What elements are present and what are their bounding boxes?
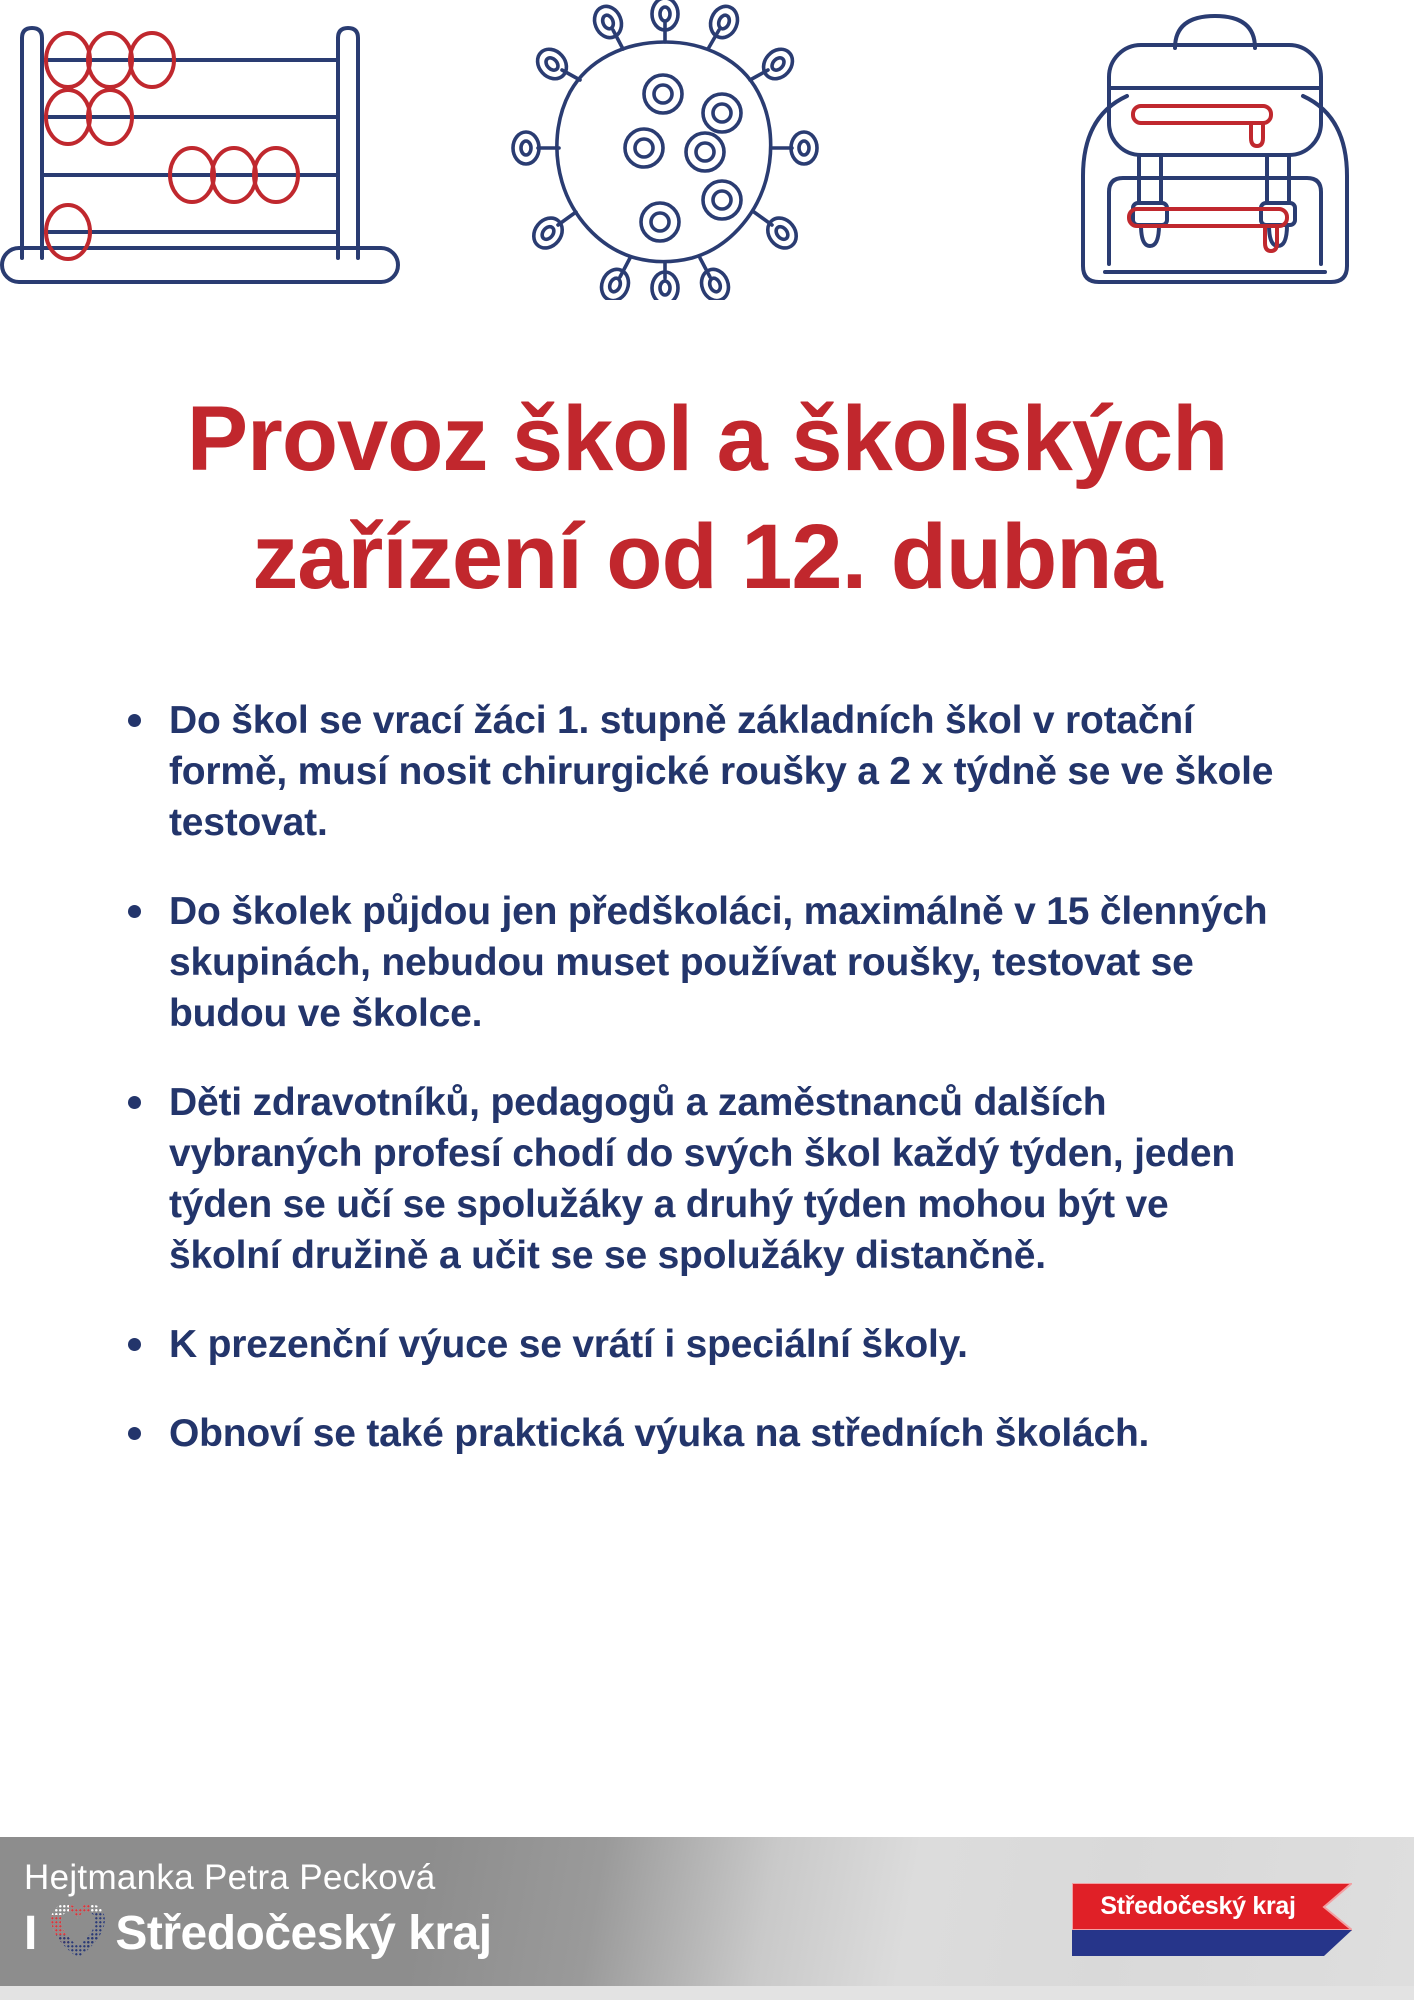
icon-row (0, 0, 1414, 300)
bullet-dot-icon (128, 1427, 141, 1440)
footer-branding (24, 1857, 492, 1966)
title-line-1: Provoz škol a školských (186, 388, 1228, 490)
footer-kicker: Hejtmanka Petra Pecková (24, 1858, 436, 1897)
bullet-list (128, 695, 1288, 1497)
badge-label: Středočeský kraj (1100, 1892, 1296, 1920)
title-line-2: zařízení od 12. dubna (252, 506, 1162, 608)
backpack-icon (1065, 0, 1365, 290)
bullet-text: Obnoví se také praktická výuka na středních školách. (169, 1412, 1150, 1455)
bullet-dot-icon (128, 1338, 141, 1351)
bullet-dot-icon (128, 905, 141, 918)
footer-brand-name: Středočeský kraj (115, 1906, 492, 1960)
bullet-text: Do škol se vrací žáci 1. stupně základních škol v rotační formě, musí nosit chirurgické roušky a 2 x týdně se ve škole testovat. (169, 699, 1274, 844)
page-title (0, 380, 1414, 616)
stredocesky-kraj-logo (1072, 1883, 1352, 1957)
list-item (128, 1319, 1288, 1370)
list-item (128, 1077, 1288, 1281)
list-item (128, 1408, 1288, 1459)
list-item (128, 886, 1288, 1039)
footer-brand-row (24, 1901, 492, 1966)
footer-i-letter: I (24, 1906, 38, 1960)
virus-icon (500, 0, 830, 300)
list-item (128, 695, 1288, 848)
bullet-text: K prezenční výuce se vrátí i speciální školy. (169, 1323, 968, 1366)
footer-bottom-strip (0, 1986, 1414, 2000)
bullet-dot-icon (128, 1096, 141, 1109)
bullet-dot-icon (128, 714, 141, 727)
footer-bar (0, 1837, 1414, 2000)
bullet-text: Do školek půjdou jen předškoláci, maximálně v 15 členných skupinách, nebudou muset používat roušky, testovat se budou ve školce. (169, 890, 1268, 1035)
bullet-text: Děti zdravotníků, pedagogů a zaměstnanců dalších vybraných profesí chodí do svých škol každý týden, jeden týden se učí se spolužáky a druhý týden mohou být ve školní družině a učit se se spolužáky distančně. (169, 1081, 1235, 1277)
heart-icon (47, 1901, 109, 1966)
abacus-icon (0, 0, 400, 290)
